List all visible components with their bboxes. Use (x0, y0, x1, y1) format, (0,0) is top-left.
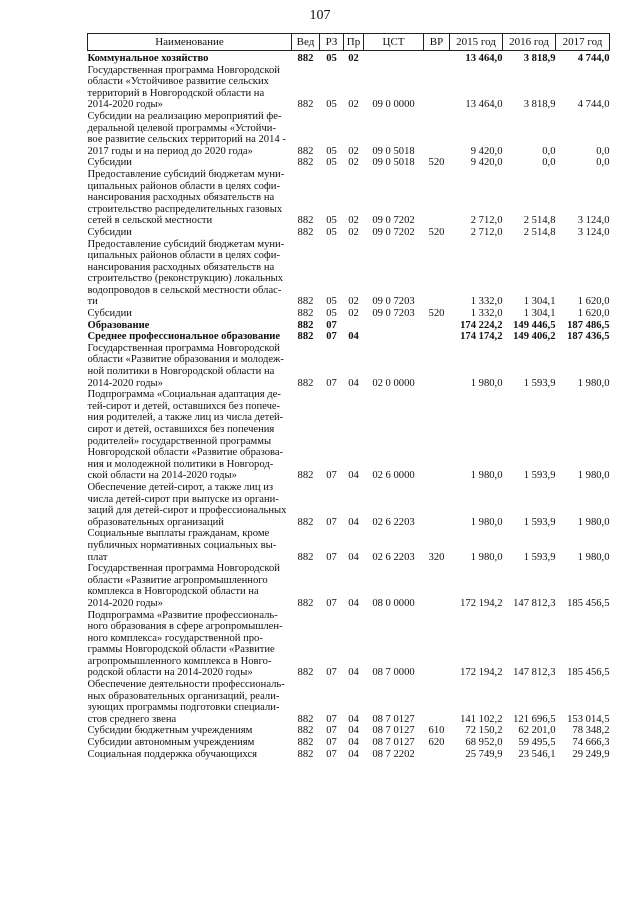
table-row (88, 343, 610, 389)
cell-pr: 04 (348, 551, 359, 563)
row-name-line: стов среднего звена (87, 713, 177, 725)
row-name-line: Обеспечение деятельности профессиональ- (87, 679, 285, 691)
cell-ved: 882 (297, 99, 314, 111)
row-name-line: родской области на 2014-2020 годы» (87, 667, 253, 679)
header-ved: Вед (292, 34, 320, 51)
table-row (88, 679, 610, 725)
header-2017: 2017 год (556, 34, 610, 51)
cell-y2015: 13 464,0 (465, 99, 503, 111)
cell-y2016: 1 593,9 (523, 551, 556, 563)
cell-vr: 320 (428, 551, 445, 563)
cell-y2016: 62 201,0 (518, 725, 556, 737)
row-name (88, 563, 292, 609)
row-name-line: Государственная программа Новгородской (87, 342, 280, 354)
row-name-line: ного образования в сфере агропромышлен- (87, 621, 283, 633)
cell-ved: 882 (297, 377, 314, 389)
cell-y2016: 147 812,3 (513, 667, 556, 679)
cell-y2015: 174 224,2 (460, 319, 503, 331)
cell-rz: 05 (326, 296, 337, 308)
cell-rz: 07 (326, 319, 337, 331)
cell-pr: 04 (348, 377, 359, 389)
cell-y2017: 185 456,5 (567, 597, 610, 609)
row-name-line: Новгородской области «Развитие образова- (87, 447, 284, 459)
cell-cst: 09 0 7202 (372, 215, 415, 227)
cell-y2017: 0,0 (596, 157, 610, 169)
row-name-line: Коммунальное хозяйство (87, 53, 209, 64)
budget-table (87, 33, 610, 760)
row-name-line: строительство распределительных газовых (87, 203, 283, 215)
cell-pr: 02 (348, 99, 359, 111)
cell-cst: 02 6 2203 (372, 516, 415, 528)
cell-ved: 882 (297, 319, 314, 331)
cell-y2016: 59 495,5 (518, 737, 556, 749)
cell-y2017: 4 744,0 (577, 53, 610, 64)
cell-ved: 882 (297, 331, 314, 343)
cell-vr: 520 (428, 157, 445, 169)
cell-ved: 882 (297, 157, 314, 169)
cell-cst (364, 51, 424, 65)
cell-ved: 882 (297, 516, 314, 528)
row-name-line: ния и молодежной политики в Новгород- (87, 458, 274, 470)
table-body (88, 51, 610, 761)
row-name-line: зующих программы подготовки специали- (87, 702, 280, 714)
cell-y2015: 9 420,0 (470, 145, 503, 157)
row-name (88, 482, 292, 528)
cell-y2017: 78 348,2 (572, 725, 610, 737)
table-row (88, 169, 610, 227)
table-row (88, 563, 610, 609)
row-name-line: территорий в Новгородской области на (87, 87, 265, 99)
cell-cst: 09 0 7202 (372, 226, 415, 238)
cell-y2017: 0,0 (596, 145, 610, 157)
cell-ved: 882 (297, 597, 314, 609)
cell-pr: 04 (348, 470, 359, 482)
row-name-line: тей-сирот и детей, оставшихся без попече- (87, 400, 281, 412)
cell-cst: 09 0 5018 (372, 157, 415, 169)
row-name-line: строительство (реконструкцию) локальных (87, 273, 284, 285)
cell-y2015: 13 464,0 (465, 53, 503, 64)
table-header-row (88, 34, 610, 51)
row-name-line: вое развитие сельских территорий на 2014 - (87, 134, 286, 146)
cell-cst: 09 0 5018 (372, 145, 415, 157)
cell-cst: 08 7 0127 (372, 725, 415, 737)
cell-rz: 07 (326, 667, 337, 679)
cell-vr (424, 320, 450, 332)
cell-vr (424, 169, 450, 227)
cell-y2016: 3 818,9 (523, 53, 556, 64)
cell-y2015: 9 420,0 (470, 157, 503, 169)
cell-y2017: 3 124,0 (577, 226, 610, 238)
cell-y2015: 174 174,2 (460, 331, 503, 343)
row-name-line: числа детей-сирот при выпуске из органи- (87, 493, 279, 505)
cell-vr: 620 (428, 737, 445, 749)
cell-cst: 08 7 2202 (372, 748, 415, 760)
row-name-line: нансирования расходных обязательств на (87, 261, 275, 273)
table-row (88, 65, 610, 111)
cell-pr: 04 (348, 737, 359, 749)
cell-pr: 04 (348, 713, 359, 725)
row-name-line: 2014-2020 годы» (87, 597, 163, 609)
cell-y2016: 121 696,5 (513, 713, 556, 725)
cell-y2016: 2 514,8 (523, 215, 556, 227)
cell-ved: 882 (297, 470, 314, 482)
cell-rz: 07 (326, 713, 337, 725)
row-name-line: комплекса в Новгородской области на (87, 586, 259, 598)
table-row (88, 482, 610, 528)
table-row (88, 239, 610, 309)
cell-cst: 02 6 0000 (372, 470, 415, 482)
table-row (88, 749, 610, 761)
table-row (88, 737, 610, 749)
cell-y2015: 1 980,0 (470, 470, 503, 482)
table-row (88, 227, 610, 239)
cell-y2015: 2 712,0 (470, 226, 503, 238)
table-row (88, 111, 610, 157)
cell-y2015: 172 194,2 (460, 667, 503, 679)
row-name-line: нансирования расходных обязательств на (87, 192, 275, 204)
row-name-line: области «Устойчивое развитие сельских (87, 76, 269, 88)
cell-y2016: 1 593,9 (523, 377, 556, 389)
cell-rz: 05 (326, 215, 337, 227)
cell-y2017: 74 666,3 (572, 737, 610, 749)
cell-ved: 882 (297, 296, 314, 308)
cell-y2016: 149 446,5 (513, 319, 556, 331)
cell-ved: 882 (297, 145, 314, 157)
cell-pr: 02 (348, 157, 359, 169)
row-name-line: Социальные выплаты гражданам, кроме (87, 528, 270, 540)
row-name (88, 725, 292, 737)
page-number: 107 (309, 8, 331, 23)
row-name-line: Подпрограмма «Развитие профессиональ- (87, 609, 278, 621)
cell-ved: 882 (297, 725, 314, 737)
row-name-line: области «Развитие образования и молодеж- (87, 354, 284, 366)
row-name (88, 239, 292, 309)
cell-y2015: 172 194,2 (460, 597, 503, 609)
cell-cst (364, 320, 424, 332)
cell-pr: 02 (348, 308, 359, 320)
header-2015: 2015 год (450, 34, 503, 51)
cell-ved: 882 (297, 226, 314, 238)
cell-vr (424, 331, 450, 343)
cell-pr: 04 (348, 597, 359, 609)
cell-y2017: 187 486,5 (567, 319, 610, 331)
cell-y2015: 1 980,0 (470, 377, 503, 389)
cell-y2015: 68 952,0 (465, 737, 503, 749)
cell-rz: 05 (326, 308, 337, 320)
cell-rz: 07 (326, 597, 337, 609)
header-rz: РЗ (320, 34, 344, 51)
row-name-line: Государственная программа Новгородской (87, 64, 280, 76)
cell-cst: 08 0 0000 (372, 597, 415, 609)
row-name-line: сетей в сельской местности (87, 215, 213, 227)
cell-y2017: 187 436,5 (567, 331, 610, 343)
cell-vr (424, 111, 450, 157)
cell-pr: 02 (348, 53, 359, 64)
cell-y2015: 1 980,0 (470, 516, 503, 528)
cell-y2016: 23 546,1 (518, 748, 556, 760)
row-name (88, 51, 292, 65)
cell-rz: 05 (326, 157, 337, 169)
cell-rz: 05 (326, 53, 337, 64)
row-name (88, 749, 292, 761)
cell-ved: 882 (297, 215, 314, 227)
table-row (88, 610, 610, 680)
cell-cst: 02 0 0000 (372, 377, 415, 389)
row-name-line: сирот и детей, оставшихся без попечения (87, 424, 275, 435)
table-row (88, 320, 610, 332)
row-name-line: ципальных районов области в целях софи- (87, 250, 280, 262)
cell-y2015: 72 150,2 (465, 725, 503, 737)
cell-pr: 02 (348, 215, 359, 227)
row-name-line: ного комплекса» государственной про- (87, 632, 263, 644)
row-name-line: 2017 годы и на период до 2020 года» (87, 145, 253, 157)
table-row (88, 308, 610, 320)
row-name-line: Субсидии на реализацию мероприятий фе- (87, 110, 282, 122)
cell-y2016: 3 818,9 (523, 99, 556, 111)
row-name-line: ния родителей, а также лиц из числа детей- (87, 412, 284, 424)
cell-cst: 02 6 2203 (372, 551, 415, 563)
row-name-line: Предоставление субсидий бюджетам муни- (87, 168, 285, 180)
row-name (88, 737, 292, 749)
row-name-line: публичных нормативных социальных вы- (87, 539, 277, 551)
row-name-line: Субсидии автономным учреждениям (87, 737, 255, 749)
row-name-line: Социальная поддержка обучающихся (87, 748, 258, 760)
row-name-line: Субсидии бюджетным учреждениям (87, 725, 253, 737)
cell-y2015: 141 102,2 (460, 713, 503, 725)
cell-rz: 07 (326, 748, 337, 760)
cell-rz: 07 (326, 737, 337, 749)
cell-pr: 02 (348, 145, 359, 157)
row-name-line: Субсидии (87, 157, 132, 169)
cell-rz: 07 (326, 551, 337, 563)
cell-vr (424, 749, 450, 761)
cell-cst: 08 7 0127 (372, 713, 415, 725)
cell-vr: 610 (428, 725, 445, 737)
cell-vr (424, 679, 450, 725)
row-name-line: плат (87, 551, 108, 563)
cell-rz: 05 (326, 226, 337, 238)
cell-y2016: 2 514,8 (523, 226, 556, 238)
row-name-line: ской области на 2014-2020 годы» (87, 470, 237, 482)
row-name-line: Среднее профессиональное образование (87, 331, 281, 343)
cell-vr (424, 563, 450, 609)
cell-y2016: 147 812,3 (513, 597, 556, 609)
row-name (88, 343, 292, 389)
cell-y2016: 149 406,2 (513, 331, 556, 343)
cell-y2016: 1 593,9 (523, 516, 556, 528)
cell-y2016: 0,0 (542, 157, 556, 169)
row-name-line: Государственная программа Новгородской (87, 563, 280, 575)
table-row (88, 331, 610, 343)
cell-y2017: 3 124,0 (577, 215, 610, 227)
row-name (88, 65, 292, 111)
cell-y2017: 1 980,0 (577, 551, 610, 563)
row-name-line: Предоставление субсидий бюджетам муни- (87, 238, 285, 250)
header-2016: 2016 год (503, 34, 556, 51)
table-row (88, 51, 610, 65)
cell-vr (424, 389, 450, 482)
row-name (88, 331, 292, 343)
row-name-line: агропромышленного комплекса в Новго- (87, 655, 272, 667)
row-name-line: Субсидии (87, 308, 132, 320)
cell-rz: 07 (326, 377, 337, 389)
cell-rz: 07 (326, 725, 337, 737)
cell-ved: 882 (297, 551, 314, 563)
cell-y2016: 1 304,1 (523, 308, 556, 320)
cell-rz: 05 (326, 145, 337, 157)
cell-y2015: 1 980,0 (470, 551, 503, 563)
row-name-line: родителей» государственной программы (87, 435, 272, 447)
row-name (88, 157, 292, 169)
cell-vr: 520 (428, 226, 445, 238)
cell-cst: 09 0 7203 (372, 308, 415, 320)
row-name-line: Субсидии (87, 226, 132, 238)
cell-y2017: 153 014,5 (567, 713, 610, 725)
cell-y2017: 1 620,0 (577, 296, 610, 308)
row-name-line: 2014-2020 годы» (87, 377, 163, 389)
cell-vr (424, 610, 450, 680)
row-name (88, 227, 292, 239)
cell-y2017: 29 249,9 (572, 748, 610, 760)
header-name: Наименование (88, 34, 292, 51)
cell-ved: 882 (297, 748, 314, 760)
row-name (88, 111, 292, 157)
header-cst: ЦСТ (364, 34, 424, 51)
cell-vr (424, 239, 450, 309)
cell-y2017: 1 620,0 (577, 308, 610, 320)
cell-pr: 02 (348, 226, 359, 238)
row-name-line: ти (87, 296, 98, 308)
cell-rz: 07 (326, 470, 337, 482)
cell-vr (424, 65, 450, 111)
cell-cst: 08 7 0127 (372, 737, 415, 749)
cell-y2017: 1 980,0 (577, 470, 610, 482)
cell-rz: 07 (326, 516, 337, 528)
row-name-line: деральной целевой программы «Устойчи- (87, 122, 276, 134)
row-name-line: Образование (87, 319, 150, 331)
row-name-line: ципальных районов области в целях софи- (87, 180, 280, 192)
cell-vr (424, 51, 450, 65)
row-name-line: водопроводов в сельской местности облас- (87, 284, 282, 296)
table-row (88, 528, 610, 563)
row-name (88, 320, 292, 332)
cell-ved: 882 (297, 713, 314, 725)
cell-vr (424, 482, 450, 528)
cell-y2016: 1 304,1 (523, 296, 556, 308)
row-name (88, 169, 292, 227)
cell-cst (364, 331, 424, 343)
cell-y2016: 0,0 (542, 145, 556, 157)
cell-cst: 09 0 0000 (372, 99, 415, 111)
row-name-line: Обеспечение детей-сирот, а также лиц из (87, 481, 274, 493)
row-name (88, 308, 292, 320)
cell-y2017: 4 744,0 (577, 99, 610, 111)
row-name (88, 679, 292, 725)
cell-vr: 520 (428, 308, 445, 320)
header-vr: ВР (424, 34, 450, 51)
row-name (88, 610, 292, 680)
cell-cst: 08 7 0000 (372, 667, 415, 679)
cell-y2016: 1 593,9 (523, 470, 556, 482)
row-name-line: 2014-2020 годы» (87, 99, 163, 111)
cell-ved: 882 (297, 53, 314, 64)
cell-y2017: 185 456,5 (567, 667, 610, 679)
cell-ved: 882 (297, 737, 314, 749)
row-name-line: ных образовательных организаций, реали- (87, 690, 280, 702)
cell-pr: 04 (348, 331, 359, 343)
table-row (88, 725, 610, 737)
cell-y2017: 1 980,0 (577, 377, 610, 389)
cell-y2015: 1 332,0 (470, 308, 503, 320)
cell-pr: 04 (348, 667, 359, 679)
table-row (88, 157, 610, 169)
cell-ved: 882 (297, 667, 314, 679)
table-row (88, 389, 610, 482)
cell-y2017: 1 980,0 (577, 516, 610, 528)
cell-pr: 04 (348, 748, 359, 760)
row-name-line: образовательных организаций (87, 516, 224, 528)
row-name-line: Подпрограмма «Социальная адаптация де- (87, 389, 281, 401)
cell-rz: 07 (326, 331, 337, 343)
row-name (88, 389, 292, 482)
cell-cst: 09 0 7203 (372, 296, 415, 308)
cell-pr (344, 320, 364, 332)
cell-ved: 882 (297, 308, 314, 320)
cell-y2015: 2 712,0 (470, 215, 503, 227)
cell-y2015: 25 749,9 (465, 748, 503, 760)
cell-pr: 04 (348, 725, 359, 737)
row-name-line: заций для детей-сирот и профессиональных (87, 505, 287, 517)
header-pr: Пр (344, 34, 364, 51)
cell-y2015: 1 332,0 (470, 296, 503, 308)
cell-vr (424, 343, 450, 389)
cell-pr: 02 (348, 296, 359, 308)
cell-rz: 05 (326, 99, 337, 111)
cell-pr: 04 (348, 516, 359, 528)
row-name-line: области «Развитие агропромышленного (87, 574, 268, 586)
row-name (88, 528, 292, 563)
row-name-line: ной политики в Новгородской области на (87, 366, 275, 378)
row-name-line: граммы Новгородской области «Развитие (87, 644, 275, 656)
